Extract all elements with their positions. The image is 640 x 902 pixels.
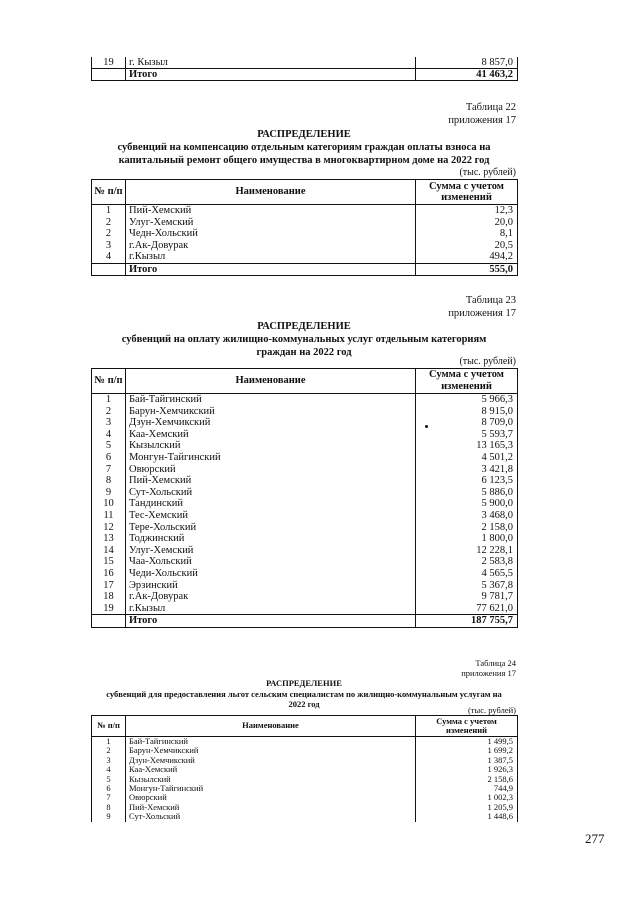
table23-number-cell bbox=[92, 615, 126, 628]
table24-name-cell: Барун-Хемчикский bbox=[126, 746, 416, 755]
table23-sum-cell: 4 565,5 bbox=[416, 568, 518, 580]
table23-name-cell: Чеди-Хольский bbox=[126, 568, 416, 580]
table23-number-cell: 2 bbox=[92, 406, 126, 418]
table22-name-cell: Итого bbox=[126, 263, 416, 276]
table22-heading: РАСПРЕДЕЛЕНИЕ bbox=[257, 129, 351, 140]
top-row bbox=[92, 57, 518, 69]
table22 bbox=[91, 179, 518, 276]
table23-name-cell: Сут-Хольский bbox=[126, 487, 416, 499]
table24-sum-cell: 1 205,9 bbox=[416, 803, 518, 812]
table23-name-cell: Тандинский bbox=[126, 498, 416, 510]
table23-sum-cell: 77 621,0 bbox=[416, 603, 518, 615]
table23-row bbox=[92, 568, 518, 580]
table23-total-row bbox=[92, 615, 518, 628]
table24-name-cell: Монгун-Тайгинский bbox=[126, 784, 416, 793]
table24-sum-cell: 1 499,5 bbox=[416, 737, 518, 747]
table23-row bbox=[92, 603, 518, 615]
table22-row bbox=[92, 240, 518, 252]
top-total-row bbox=[92, 69, 518, 81]
table23-row bbox=[92, 498, 518, 510]
table24-row bbox=[92, 793, 518, 802]
table24-col-name: Наименование bbox=[126, 716, 416, 737]
table22-row bbox=[92, 205, 518, 217]
table23-row bbox=[92, 487, 518, 499]
table23-name-cell: г.Кызыл bbox=[126, 603, 416, 615]
table23-name-cell: Овюрский bbox=[126, 464, 416, 476]
table23-sum-cell: 3 468,0 bbox=[416, 510, 518, 522]
table24-sum-cell: 1 002,3 bbox=[416, 793, 518, 802]
table23-number-cell: 4 bbox=[92, 429, 126, 441]
table22-name-cell: г.Ак-Довурак bbox=[126, 240, 416, 252]
table24-number: Таблица 24 bbox=[475, 658, 516, 668]
table22-sum-cell: 494,2 bbox=[416, 251, 518, 263]
table24-name-cell: Бай-Тайгинский bbox=[126, 737, 416, 747]
table22-col-name: Наименование bbox=[126, 180, 416, 205]
table23-row bbox=[92, 394, 518, 406]
table24-row bbox=[92, 756, 518, 765]
table23-number-cell: 8 bbox=[92, 475, 126, 487]
table23-row bbox=[92, 533, 518, 545]
table23-sum-cell: 13 165,3 bbox=[416, 440, 518, 452]
table23-sum-cell: 187 755,7 bbox=[416, 615, 518, 628]
table24-number-cell: 2 bbox=[92, 746, 126, 755]
table22-number-cell: 1 bbox=[92, 205, 126, 217]
table23-sum-cell: 3 421,8 bbox=[416, 464, 518, 476]
table23-number-cell: 11 bbox=[92, 510, 126, 522]
table24-subtitle-2: 2022 год bbox=[288, 699, 320, 709]
table22-total-row bbox=[92, 263, 518, 276]
table23-name-cell: Дзун-Хемчикский bbox=[126, 417, 416, 429]
table23-row bbox=[92, 475, 518, 487]
table22-sum-cell: 20,0 bbox=[416, 217, 518, 229]
table24-number-cell: 9 bbox=[92, 812, 126, 821]
table24-sum-cell: 1 926,3 bbox=[416, 765, 518, 774]
table23-number: Таблица 23 bbox=[465, 295, 516, 306]
table23-name-cell: Тере-Хольский bbox=[126, 522, 416, 534]
table24-name-cell: Овюрский bbox=[126, 793, 416, 802]
table23-number-cell: 3 bbox=[92, 417, 126, 429]
table23-name-cell: Итого bbox=[126, 615, 416, 628]
table22-name-cell: Пий-Хемский bbox=[126, 205, 416, 217]
table23-row bbox=[92, 452, 518, 464]
table24-number-cell: 3 bbox=[92, 756, 126, 765]
table23-sum-cell: 4 501,2 bbox=[416, 452, 518, 464]
table23-sum-cell: 5 593,7 bbox=[416, 429, 518, 441]
table24-row bbox=[92, 737, 518, 747]
table24-appendix: приложения 17 bbox=[461, 668, 516, 678]
table24-row bbox=[92, 784, 518, 793]
table23-number-cell: 9 bbox=[92, 487, 126, 499]
table23-tag bbox=[380, 294, 516, 320]
table23-number-cell: 18 bbox=[92, 591, 126, 603]
table23-sum-cell: 8 709,0 bbox=[416, 417, 518, 429]
table23-row bbox=[92, 464, 518, 476]
table24-number-cell: 7 bbox=[92, 793, 126, 802]
table23-sum-cell: 5 367,8 bbox=[416, 580, 518, 592]
top-number-cell: 19 bbox=[92, 57, 126, 69]
table23-row bbox=[92, 545, 518, 557]
table24-name-cell: Кызылский bbox=[126, 775, 416, 784]
table24-name-cell: Каа-Хемский bbox=[126, 765, 416, 774]
table24-sum-cell: 1 699,2 bbox=[416, 746, 518, 755]
table23 bbox=[91, 368, 518, 628]
table23-number-cell: 17 bbox=[92, 580, 126, 592]
table23-sum-cell: 2 158,0 bbox=[416, 522, 518, 534]
table23-name-cell: Тоджинский bbox=[126, 533, 416, 545]
table22-number-cell: 2 bbox=[92, 228, 126, 240]
table24-col-sum: Сумма с учетом изменений bbox=[416, 716, 518, 737]
table24-sum-cell: 1 387,5 bbox=[416, 756, 518, 765]
table22-col-number: № п/п bbox=[92, 180, 126, 205]
table24 bbox=[91, 715, 518, 822]
table23-number-cell: 1 bbox=[92, 394, 126, 406]
table22-subtitle-2: капитальный ремонт общего имущества в многоквартирном доме на 2022 год bbox=[118, 155, 490, 166]
top-continuation-table bbox=[91, 57, 518, 81]
table24-number-cell: 1 bbox=[92, 737, 126, 747]
table22-units: (тыс. рублей) bbox=[459, 167, 516, 178]
table24-units: (тыс. рублей) bbox=[467, 705, 516, 715]
table23-heading: РАСПРЕДЕЛЕНИЕ bbox=[257, 321, 351, 332]
table23-row bbox=[92, 580, 518, 592]
table22-appendix: приложения 17 bbox=[448, 115, 516, 126]
top-number-cell bbox=[92, 69, 126, 81]
table23-sum-cell: 5 900,0 bbox=[416, 498, 518, 510]
table23-number-cell: 16 bbox=[92, 568, 126, 580]
table23-sum-cell: 6 123,5 bbox=[416, 475, 518, 487]
table23-subtitle-1: субвенций на оплату жилищно-коммунальных услуг отдельным категориям bbox=[121, 334, 487, 345]
table24-row bbox=[92, 746, 518, 755]
table24-row bbox=[92, 765, 518, 774]
table24-tag bbox=[400, 658, 516, 678]
table24-number-cell: 5 bbox=[92, 775, 126, 784]
table23-sum-cell: 1 800,0 bbox=[416, 533, 518, 545]
table24-heading: РАСПРЕДЕЛЕНИЕ bbox=[266, 678, 342, 688]
table23-sum-cell: 5 886,0 bbox=[416, 487, 518, 499]
table23-row bbox=[92, 556, 518, 568]
table23-row bbox=[92, 440, 518, 452]
table23-row bbox=[92, 417, 518, 429]
table23-row bbox=[92, 522, 518, 534]
table24-col-number: № п/п bbox=[92, 716, 126, 737]
table22-number-cell: 3 bbox=[92, 240, 126, 252]
table23-number-cell: 13 bbox=[92, 533, 126, 545]
table23-col-number: № п/п bbox=[92, 369, 126, 394]
table23-row bbox=[92, 591, 518, 603]
table23-number-cell: 14 bbox=[92, 545, 126, 557]
table23-name-cell: Улуг-Хемский bbox=[126, 545, 416, 557]
table23-sum-cell: 12 228,1 bbox=[416, 545, 518, 557]
top-sum-cell: 8 857,0 bbox=[416, 57, 518, 69]
table24-sum-cell: 744,9 bbox=[416, 784, 518, 793]
table22-name-cell: Чедн-Хольский bbox=[126, 228, 416, 240]
table23-name-cell: Монгун-Тайгинский bbox=[126, 452, 416, 464]
table23-sum-cell: 5 966,3 bbox=[416, 394, 518, 406]
table23-name-cell: Каа-Хемский bbox=[126, 429, 416, 441]
table23-number-cell: 10 bbox=[92, 498, 126, 510]
table24-name-cell: Дзун-Хемчикский bbox=[126, 756, 416, 765]
table23-row bbox=[92, 510, 518, 522]
table22-title bbox=[91, 128, 517, 167]
table23-units: (тыс. рублей) bbox=[459, 356, 516, 367]
table23-col-sum: Сумма с учетом изменений bbox=[416, 369, 518, 394]
table23-sum-cell: 2 583,8 bbox=[416, 556, 518, 568]
table22-row bbox=[92, 217, 518, 229]
table23-name-cell: Пий-Хемский bbox=[126, 475, 416, 487]
table22-number-cell: 2 bbox=[92, 217, 126, 229]
table22-subtitle-1: субвенций на компенсацию отдельным категориям граждан оплаты взноса на bbox=[117, 142, 491, 153]
table22-sum-cell: 20,5 bbox=[416, 240, 518, 252]
table22-col-sum: Сумма с учетом изменений bbox=[416, 180, 518, 205]
table23-appendix: приложения 17 bbox=[448, 308, 516, 319]
table23-name-cell: Барун-Хемчикский bbox=[126, 406, 416, 418]
table23-row bbox=[92, 429, 518, 441]
table24-number-cell: 6 bbox=[92, 784, 126, 793]
table23-sum-cell: 9 781,7 bbox=[416, 591, 518, 603]
table22-sum-cell: 12,3 bbox=[416, 205, 518, 217]
table23-name-cell: Бай-Тайгинский bbox=[126, 394, 416, 406]
table24-row bbox=[92, 812, 518, 821]
table23-row bbox=[92, 406, 518, 418]
table22-name-cell: г.Кызыл bbox=[126, 251, 416, 263]
table24-name-cell: Сут-Хольский bbox=[126, 812, 416, 821]
table23-number-cell: 12 bbox=[92, 522, 126, 534]
page-number: 277 bbox=[585, 831, 605, 846]
table24-name-cell: Пий-Хемский bbox=[126, 803, 416, 812]
table22-sum-cell: 555,0 bbox=[416, 263, 518, 276]
table22-number-cell: 4 bbox=[92, 251, 126, 263]
table23-number-cell: 15 bbox=[92, 556, 126, 568]
table23-name-cell: Кызылский bbox=[126, 440, 416, 452]
table23-title bbox=[91, 320, 517, 359]
table24-row bbox=[92, 775, 518, 784]
table23-number-cell: 7 bbox=[92, 464, 126, 476]
table24-sum-cell: 2 158,6 bbox=[416, 775, 518, 784]
table22-name-cell: Улуг-Хемский bbox=[126, 217, 416, 229]
table24-row bbox=[92, 803, 518, 812]
table23-sum-cell: 8 915,0 bbox=[416, 406, 518, 418]
top-name-cell: г. Кызыл bbox=[126, 57, 416, 69]
table23-name-cell: Эрзинский bbox=[126, 580, 416, 592]
stray-mark bbox=[425, 425, 428, 428]
table24-number-cell: 8 bbox=[92, 803, 126, 812]
table22-row bbox=[92, 228, 518, 240]
table22-number: Таблица 22 bbox=[465, 102, 516, 113]
table23-col-name: Наименование bbox=[126, 369, 416, 394]
table23-number-cell: 6 bbox=[92, 452, 126, 464]
table23-number-cell: 5 bbox=[92, 440, 126, 452]
top-sum-cell: 41 463,2 bbox=[416, 69, 518, 81]
table24-number-cell: 4 bbox=[92, 765, 126, 774]
table24-sum-cell: 1 448,6 bbox=[416, 812, 518, 821]
top-name-cell: Итого bbox=[126, 69, 416, 81]
table23-name-cell: Тес-Хемский bbox=[126, 510, 416, 522]
table23-name-cell: Чаа-Хольский bbox=[126, 556, 416, 568]
table22-tag bbox=[380, 101, 516, 127]
table22-number-cell bbox=[92, 263, 126, 276]
table24-subtitle-1: субвенций для предоставления льгот сельским специалистам по жилищно-коммунальным услугам на bbox=[106, 688, 502, 699]
table23-subtitle-2: граждан на 2022 год bbox=[256, 347, 352, 358]
table22-sum-cell: 8,1 bbox=[416, 228, 518, 240]
table23-name-cell: г.Ак-Довурак bbox=[126, 591, 416, 603]
table22-row bbox=[92, 251, 518, 263]
table23-number-cell: 19 bbox=[92, 603, 126, 615]
